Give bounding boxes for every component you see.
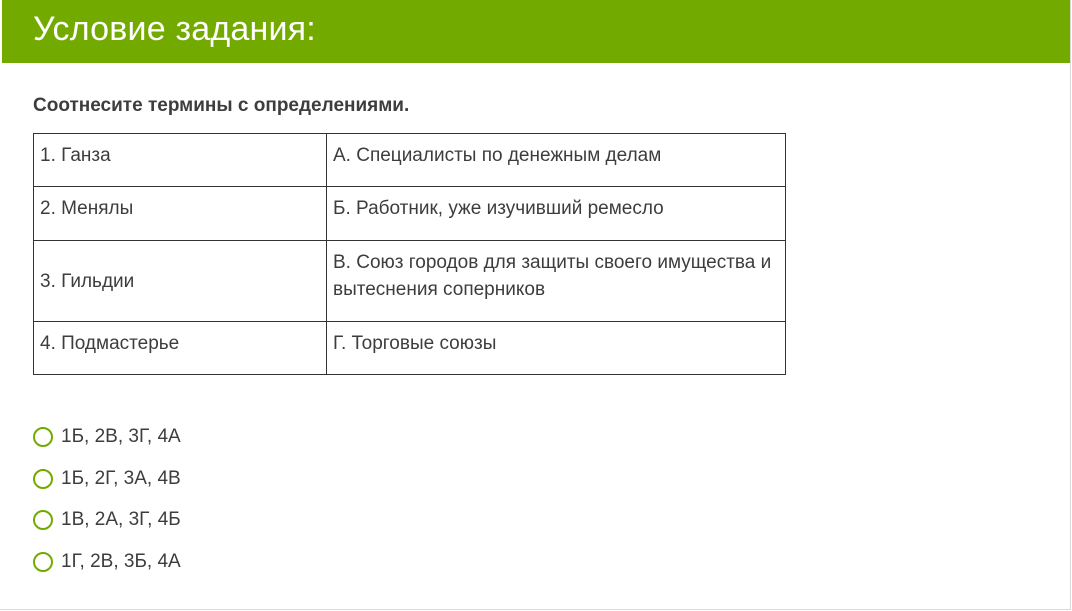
question-text: Соотнесите термины с определениями.	[33, 95, 410, 116]
option-label[interactable]: 1Б, 2Г, 3А, 4В	[61, 467, 181, 489]
table-row	[34, 134, 786, 187]
radio-button[interactable]	[33, 552, 53, 572]
definition-cell: Г. Торговые союзы	[327, 322, 786, 375]
option-label[interactable]: 1Г, 2В, 3Б, 4А	[61, 551, 181, 573]
option-label[interactable]: 1В, 2А, 3Г, 4Б	[61, 509, 181, 531]
option-label[interactable]: 1Б, 2В, 3Г, 4А	[61, 426, 181, 447]
answer-option-4[interactable]	[32, 548, 181, 576]
header-title: Условие задания:	[33, 10, 316, 48]
answer-options	[32, 423, 181, 590]
definition-cell: В. Союз городов для защиты своего имущества и вытеснения соперников	[327, 241, 786, 322]
answer-option-1[interactable]	[32, 423, 181, 451]
radio-button[interactable]	[33, 510, 53, 530]
task-header	[2, 0, 1070, 63]
radio-button[interactable]	[33, 469, 53, 489]
table-row	[34, 241, 786, 322]
term-cell: 3. Гильдии	[34, 241, 327, 322]
terms-table	[33, 133, 786, 375]
definition-cell: А. Специалисты по денежным делам	[327, 134, 786, 187]
answer-option-2[interactable]	[32, 465, 181, 493]
definition-cell: Б. Работник, уже изучивший ремесло	[327, 187, 786, 241]
answer-option-3[interactable]	[32, 506, 181, 534]
table-row	[34, 322, 786, 375]
radio-button[interactable]	[33, 427, 53, 447]
table-row	[34, 187, 786, 241]
term-cell: 1. Ганза	[34, 134, 327, 187]
term-cell: 4. Подмастерье	[34, 322, 327, 375]
term-cell: 2. Менялы	[34, 187, 327, 241]
